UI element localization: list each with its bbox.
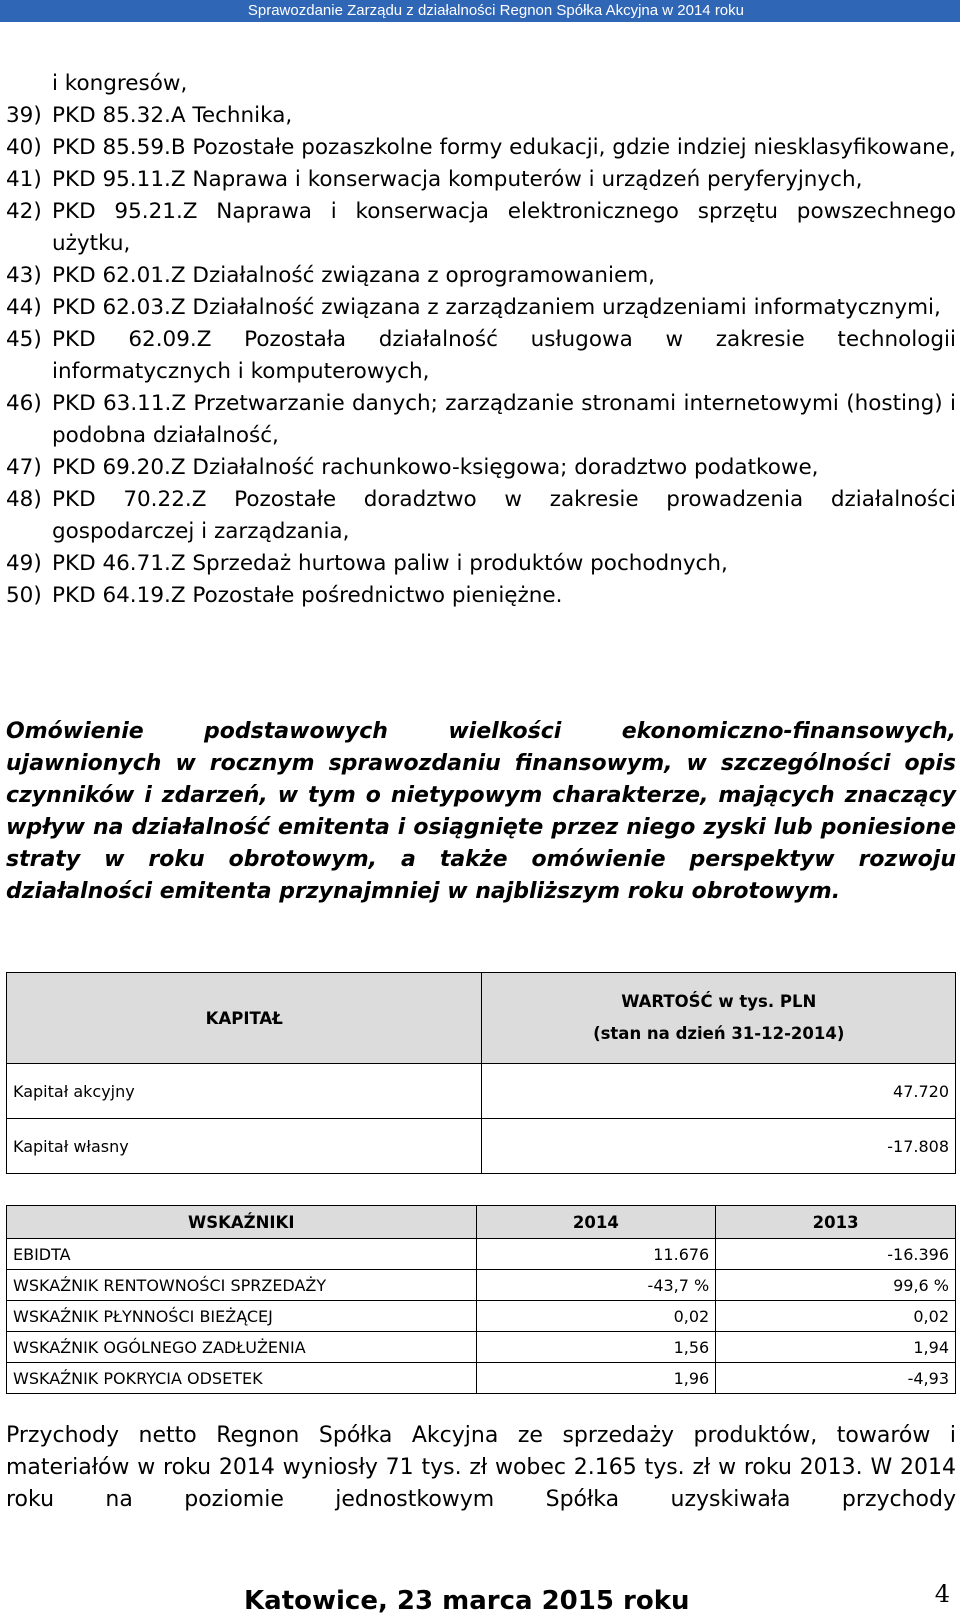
table-row — [7, 1332, 956, 1363]
list-item-number: 45) — [6, 327, 42, 352]
list-item — [6, 260, 956, 292]
list-item-text: PKD 46.71.Z Sprzedaż hurtowa paliw i produktów pochodnych, — [52, 551, 728, 576]
list-item — [6, 484, 956, 548]
list-item — [6, 324, 956, 388]
document-header-title: Sprawozdanie Zarządu z działalności Regnon Spółka Akcyjna w 2014 roku — [247, 2, 744, 19]
row-value-2013: 1,94 — [716, 1332, 956, 1363]
list-item-text: PKD 69.20.Z Działalność rachunkowo-księgowa; doradztwo podatkowe, — [52, 455, 819, 480]
list-item — [6, 452, 956, 484]
table-row — [7, 1119, 956, 1174]
list-item-number: 42) — [6, 199, 42, 224]
value-header-cell — [482, 973, 956, 1064]
row-value-2014: 0,02 — [476, 1301, 716, 1332]
row-label: WSKAŹNIK POKRYCIA ODSETEK — [7, 1363, 477, 1394]
document-header — [0, 0, 960, 22]
list-item-text: PKD 85.59.B Pozostałe pozaszkolne formy edukacji, gdzie indziej niesklasyfikowane, — [52, 135, 956, 160]
pkd-list — [6, 68, 956, 612]
row-value: -17.808 — [482, 1119, 956, 1174]
list-item-text: PKD 95.11.Z Naprawa i konserwacja komputerów i urządzeń peryferyjnych, — [52, 167, 863, 192]
row-value-2013: 99,6 % — [716, 1270, 956, 1301]
table-header-row — [7, 1206, 956, 1239]
table-row — [7, 1064, 956, 1119]
list-item-text: PKD 62.03.Z Działalność związana z zarządzaniem urządzeniami informatycznymi, — [52, 295, 941, 320]
footer-city-date: Katowice, 23 marca 2015 roku — [244, 1586, 690, 1616]
year-2014-header-cell: 2014 — [476, 1206, 716, 1239]
row-label: WSKAŹNIK PŁYNNOŚCI BIEŻĄCEJ — [7, 1301, 477, 1332]
list-item — [6, 132, 956, 164]
table-row — [7, 1363, 956, 1394]
row-value-2014: -43,7 % — [476, 1270, 716, 1301]
row-label: Kapitał własny — [7, 1119, 482, 1174]
list-item-number: 49) — [6, 551, 42, 576]
row-value-2013: -16.396 — [716, 1239, 956, 1270]
row-value-2013: -4,93 — [716, 1363, 956, 1394]
list-item — [6, 388, 956, 452]
list-item-text: PKD 70.22.Z Pozostałe doradztwo w zakresie prowadzenia działalności gospodarczej i zarządzania, — [52, 487, 956, 544]
list-item-text: PKD 95.21.Z Naprawa i konserwacja elektronicznego sprzętu powszechnego użytku, — [52, 199, 956, 256]
row-value: 47.720 — [482, 1064, 956, 1119]
list-item-number: 47) — [6, 455, 42, 480]
list-item-number: 43) — [6, 263, 42, 288]
list-item-text: PKD 63.11.Z Przetwarzanie danych; zarządzanie stronami internetowymi (hosting) i podobna działalność, — [52, 391, 956, 448]
ratios-header-cell: WSKAŹNIKI — [7, 1206, 477, 1239]
table-header-row — [7, 973, 956, 1064]
value-header-line1: WARTOŚĆ w tys. PLN — [621, 992, 817, 1011]
value-header-line2: (stan na dzień 31-12-2014) — [593, 1024, 845, 1043]
list-item-number: 46) — [6, 391, 42, 416]
list-item-number: 39) — [6, 103, 42, 128]
table-row — [7, 1301, 956, 1332]
section-heading: Omówienie podstawowych wielkości ekonomiczno-finansowych, ujawnionych w rocznym sprawozdaniu finansowym, w szczególności opis czynników i zdarzeń, w tym o nietypowym charakterze, mających znaczący wpływ na działalność emitenta i osiągnięte przez niego zyski lub poniesione straty w roku obrotowym, a także omówienie perspektyw rozwoju działalności emitenta przynajmniej w najbliższym roku obrotowym. — [6, 719, 956, 904]
list-item-text: PKD 62.01.Z Działalność związana z oprogramowaniem, — [52, 263, 655, 288]
list-item — [6, 292, 956, 324]
list-item-number: 48) — [6, 487, 42, 512]
capital-table — [6, 972, 956, 1174]
list-continuation: i kongresów, — [52, 71, 188, 96]
list-item-number: 41) — [6, 167, 42, 192]
list-item-number: 44) — [6, 295, 42, 320]
table-row — [7, 1270, 956, 1301]
list-item — [6, 548, 956, 580]
list-item-number: 40) — [6, 135, 42, 160]
list-item-number: 50) — [6, 583, 42, 608]
row-value-2014: 1,56 — [476, 1332, 716, 1363]
list-item — [6, 100, 956, 132]
row-label: EBIDTA — [7, 1239, 477, 1270]
row-value-2014: 1,96 — [476, 1363, 716, 1394]
revenue-paragraph: Przychody netto Regnon Spółka Akcyjna ze sprzedaży produktów, towarów i materiałów w roku 2014 wyniosły 71 tys. zł wobec 2.165 tys. zł w roku 2013. W 2014 roku na poziomie jednostkowym Spółka uzyskiwała przychody — [6, 1423, 956, 1512]
ratios-table — [6, 1205, 956, 1394]
list-item-text: PKD 64.19.Z Pozostałe pośrednictwo pieniężne. — [52, 583, 563, 608]
table-row — [7, 1239, 956, 1270]
capital-header-cell: KAPITAŁ — [7, 973, 482, 1064]
row-value-2014: 11.676 — [476, 1239, 716, 1270]
row-label: WSKAŹNIK OGÓLNEGO ZADŁUŻENIA — [7, 1332, 477, 1363]
row-label: WSKAŹNIK RENTOWNOŚCI SPRZEDAŻY — [7, 1270, 477, 1301]
year-2013-header-cell: 2013 — [716, 1206, 956, 1239]
row-label: Kapitał akcyjny — [7, 1064, 482, 1119]
list-item-text: PKD 85.32.A Technika, — [52, 103, 293, 128]
page-number: 4 — [934, 1580, 950, 1608]
list-item — [6, 580, 956, 612]
list-item — [6, 196, 956, 260]
row-value-2013: 0,02 — [716, 1301, 956, 1332]
list-item — [6, 164, 956, 196]
list-item-text: PKD 62.09.Z Pozostała działalność usługowa w zakresie technologii informatycznych i komputerowych, — [52, 327, 956, 384]
